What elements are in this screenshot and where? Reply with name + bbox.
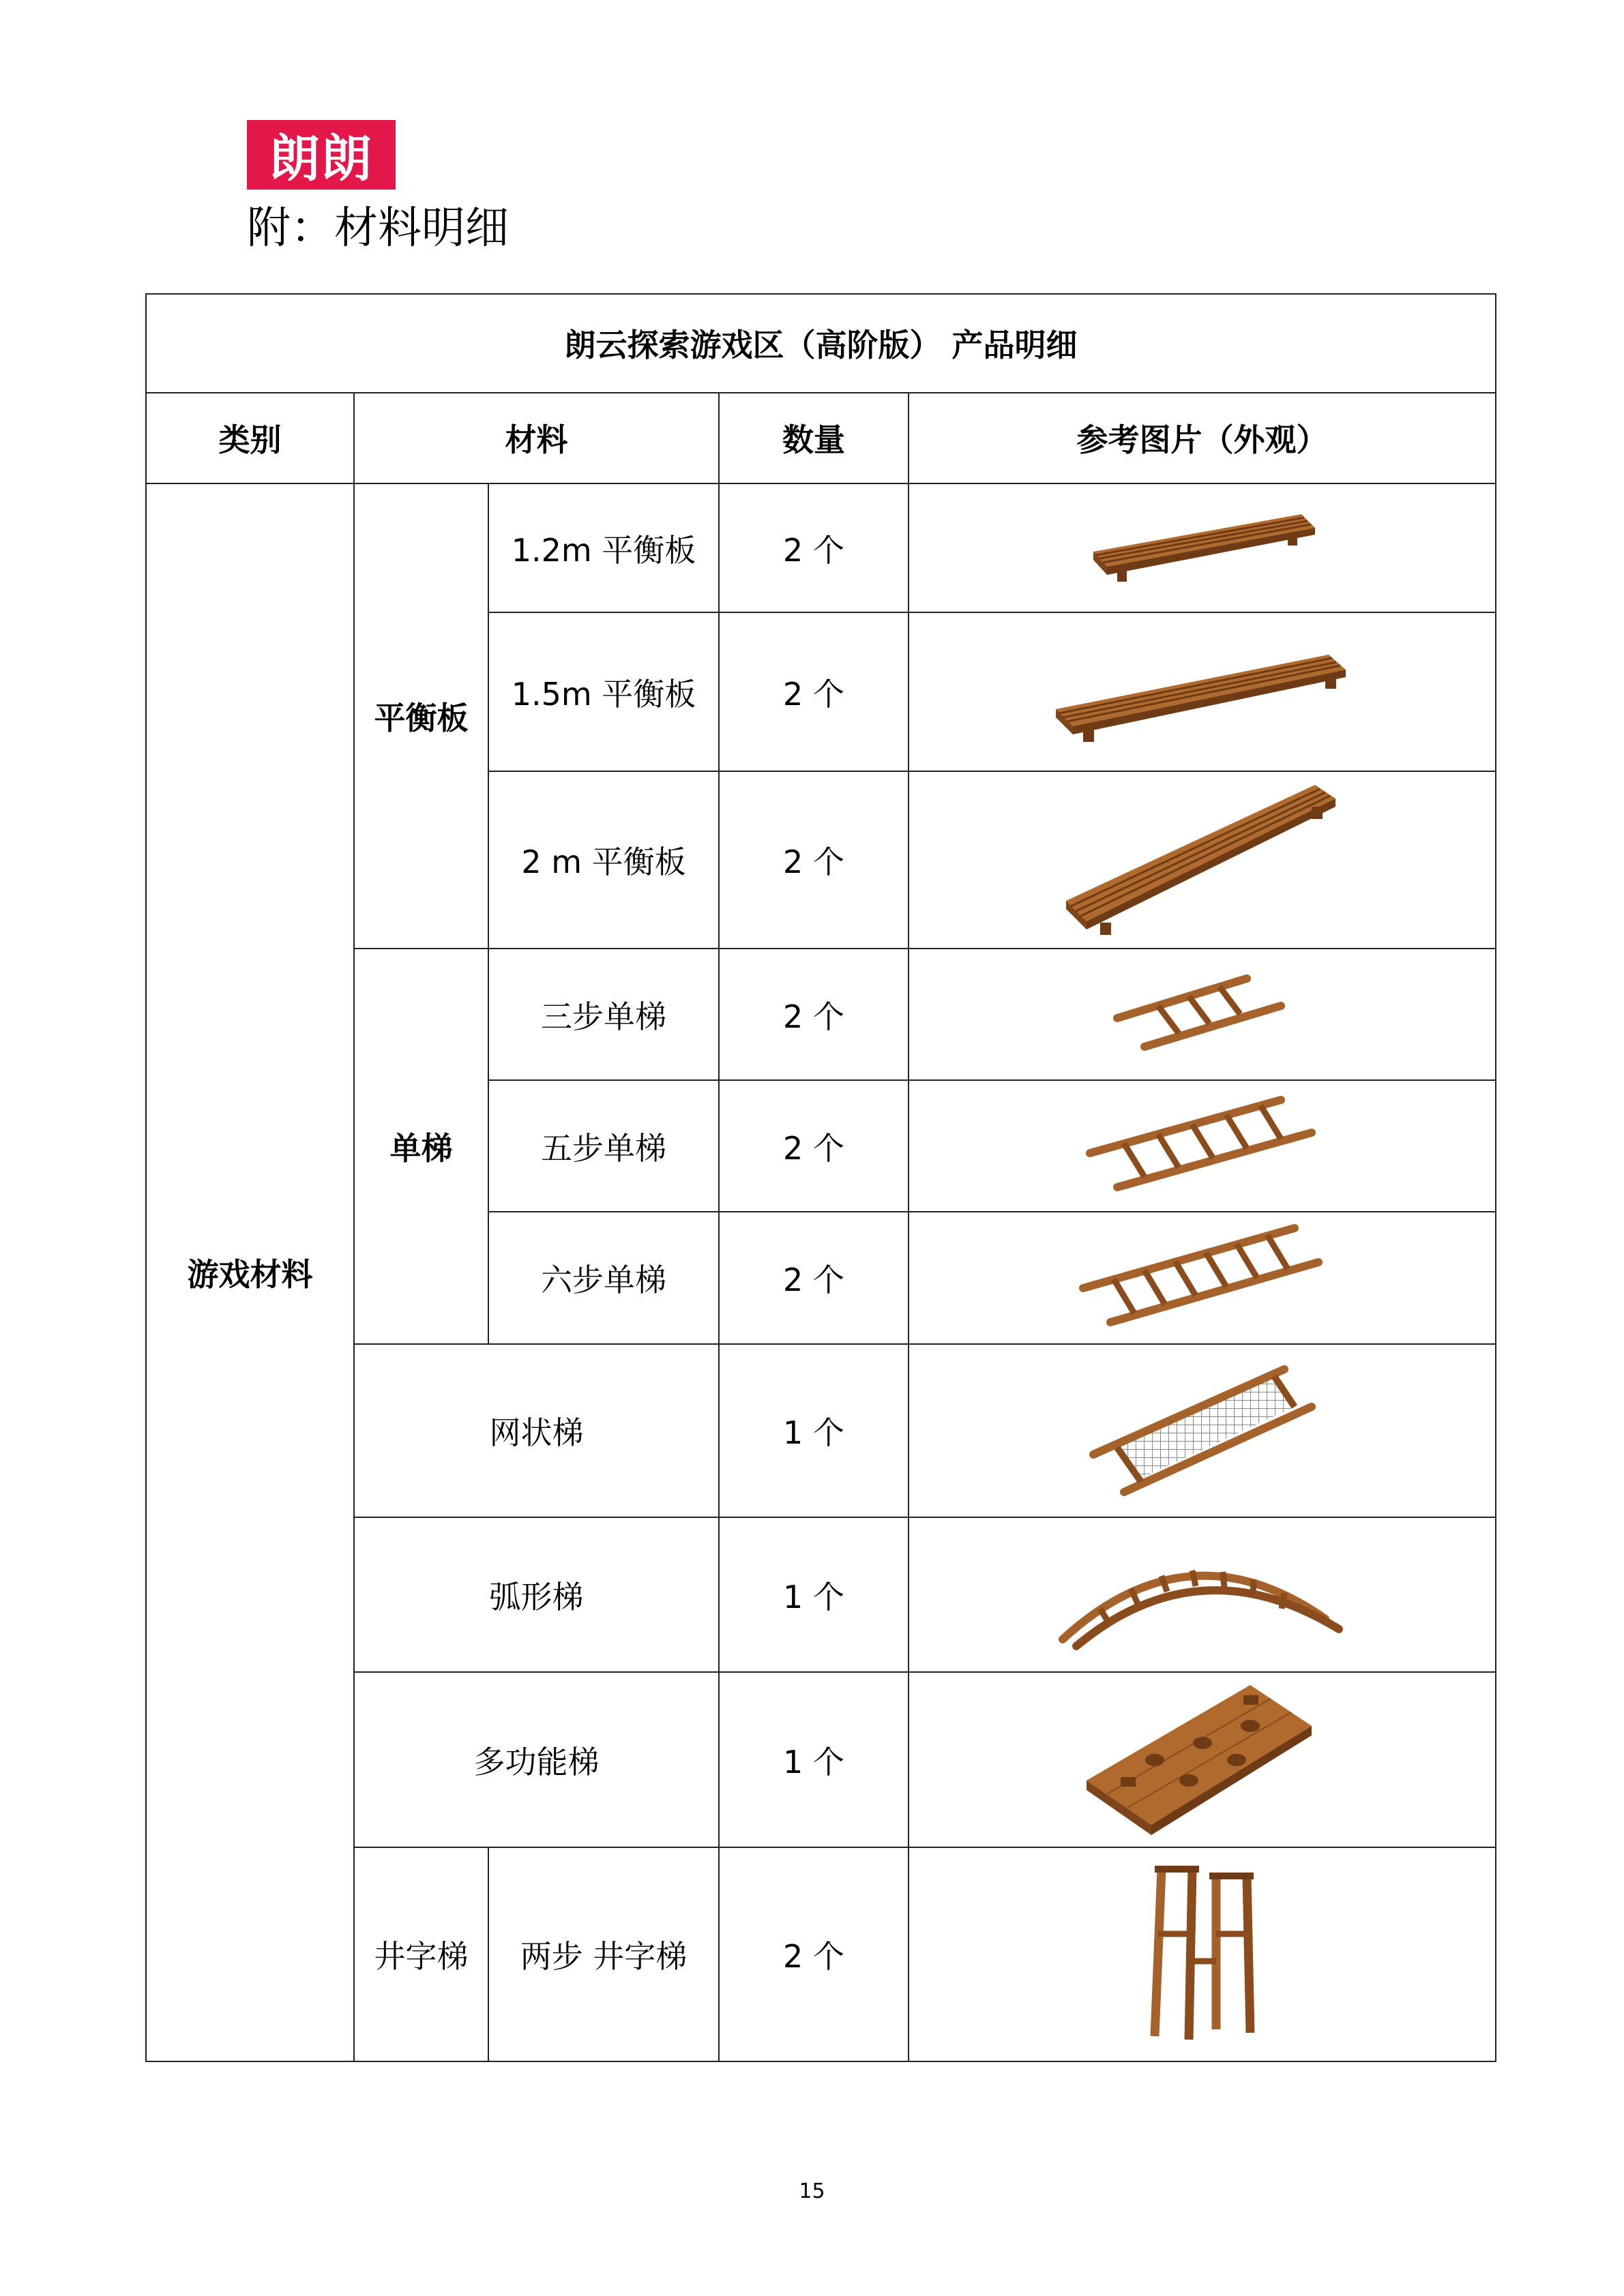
quantity-cell: 2 个 <box>719 612 909 771</box>
reference-image-cell <box>909 1517 1496 1672</box>
material-name: 六步单梯 <box>488 1212 719 1344</box>
balance-board-2m-icon <box>1059 778 1346 942</box>
material-name: 1.2m 平衡板 <box>488 483 719 612</box>
table-title-row <box>146 294 1496 393</box>
material-name: 弧形梯 <box>354 1517 719 1672</box>
two-step-well-ladder-icon <box>1134 1859 1271 2050</box>
table-row <box>146 483 1496 612</box>
quantity-cell: 2 个 <box>719 1080 909 1212</box>
three-step-ladder-icon <box>1110 970 1295 1059</box>
group-well-ladder: 井字梯 <box>354 1847 488 2061</box>
header-material: 材料 <box>354 393 719 484</box>
header-quantity: 数量 <box>719 393 909 484</box>
reference-image-cell <box>909 771 1496 949</box>
arc-ladder-icon <box>1052 1537 1353 1653</box>
material-name: 网状梯 <box>354 1344 719 1517</box>
quantity-cell: 1 个 <box>719 1672 909 1847</box>
multi-function-ladder-icon <box>1080 1678 1325 1842</box>
page-heading: 附：材料明细 <box>247 203 509 254</box>
balance-board-1-2m-icon <box>1080 497 1325 599</box>
reference-image-cell <box>909 1080 1496 1212</box>
quantity-cell: 2 个 <box>719 771 909 949</box>
quantity-cell: 2 个 <box>719 949 909 1080</box>
reference-image-cell <box>909 949 1496 1080</box>
table-header-row <box>146 393 1496 484</box>
product-detail-table <box>145 293 1496 2062</box>
header-reference: 参考图片（外观） <box>909 393 1496 484</box>
page-number: 15 <box>799 2179 825 2203</box>
reference-image-cell <box>909 1344 1496 1517</box>
reference-image-cell <box>909 612 1496 771</box>
quantity-cell: 2 个 <box>719 1212 909 1344</box>
header-category: 类别 <box>146 393 354 484</box>
quantity-cell: 1 个 <box>719 1517 909 1672</box>
reference-image-cell <box>909 1672 1496 1847</box>
quantity-cell: 1 个 <box>719 1344 909 1517</box>
material-name: 1.5m 平衡板 <box>488 612 719 771</box>
balance-board-1-5m-icon <box>1046 634 1359 750</box>
material-name: 三步单梯 <box>488 949 719 1080</box>
category-cell: 游戏材料 <box>146 483 354 2061</box>
material-name: 五步单梯 <box>488 1080 719 1212</box>
brand-logo: 朗朗 <box>247 120 396 190</box>
reference-image-cell <box>909 1212 1496 1344</box>
material-name: 两步 井字梯 <box>488 1847 719 2061</box>
table-title: 朗云探索游戏区（高阶版） 产品明细 <box>146 294 1496 393</box>
material-name: 多功能梯 <box>354 1672 719 1847</box>
five-step-ladder-icon <box>1083 1092 1322 1201</box>
group-balance-board: 平衡板 <box>354 483 488 949</box>
reference-image-cell <box>909 1847 1496 2061</box>
net-ladder-icon <box>1087 1359 1318 1502</box>
six-step-ladder-icon <box>1076 1220 1329 1336</box>
quantity-cell: 2 个 <box>719 1847 909 2061</box>
quantity-cell: 2 个 <box>719 483 909 612</box>
group-single-ladder: 单梯 <box>354 949 488 1344</box>
material-name: 2 m 平衡板 <box>488 771 719 949</box>
reference-image-cell <box>909 483 1496 612</box>
